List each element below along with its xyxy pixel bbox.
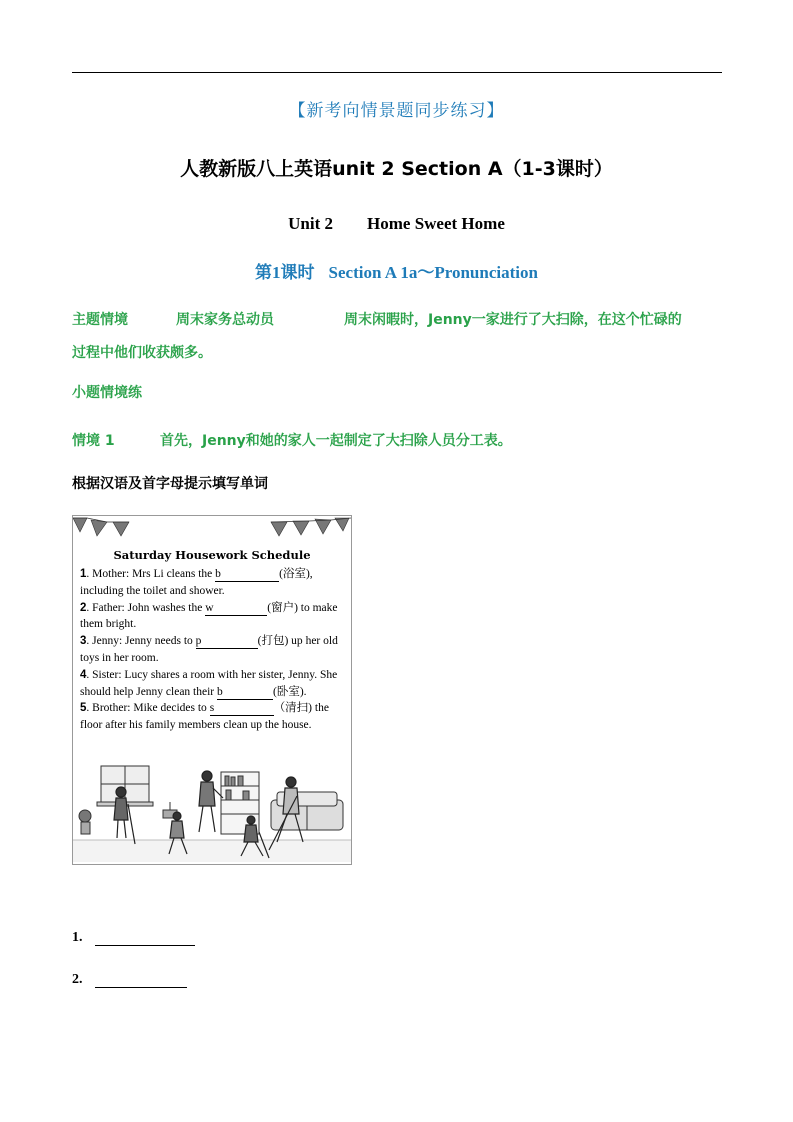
unit-number: Unit 2 xyxy=(288,214,334,233)
scene-text-line2: 过程中他们收获颇多。 xyxy=(72,345,212,361)
schedule-item-2: 2. Father: John washes the w (窗户) to make them bright. xyxy=(80,601,338,631)
scene-text-line1: 周末闲暇时，Jenny一家进行了大扫除，在这个忙碌的 xyxy=(344,312,682,328)
unit-name: Home Sweet Home xyxy=(367,214,505,233)
fill-blank-1: b xyxy=(215,568,279,582)
schedule-list xyxy=(80,566,348,734)
family-cleaning-illustration xyxy=(73,762,351,862)
scene-label: 主题情境 xyxy=(72,312,128,328)
situation-text: 首先，Jenny和她的家人一起制定了大扫除人员分工表。 xyxy=(160,433,512,449)
scene-theme: 周末家务总动员 xyxy=(176,312,274,328)
lesson-title xyxy=(0,258,793,283)
fill-blank-3: p xyxy=(196,635,258,649)
fill-blank-2: w xyxy=(205,602,267,616)
answer-2 xyxy=(72,972,187,988)
instruction: 根据汉语及首字母提示填写单词 xyxy=(72,476,268,492)
practice-heading: 小题情境练 xyxy=(72,385,142,401)
answer-label-2: 2. xyxy=(72,972,83,987)
schedule-figure xyxy=(72,515,352,865)
answer-blank-2[interactable] xyxy=(95,973,187,988)
unit-title xyxy=(0,214,793,234)
answer-blank-1[interactable] xyxy=(95,931,195,946)
lesson-number: 第1课时 xyxy=(255,263,315,282)
top-rule xyxy=(72,72,722,73)
schedule-title: Saturday Housework Schedule xyxy=(113,548,311,562)
schedule-item-5: 5. Brother: Mike decides to s （清扫) the floor after his family members clean up the house. xyxy=(80,702,329,732)
schedule-item-3: 3. Jenny: Jenny needs to p (打包) up her old toys in her room. xyxy=(80,635,338,664)
fill-blank-5: s xyxy=(210,702,274,716)
bunting-flags xyxy=(73,516,351,546)
page-title: 人教新版八上英语unit 2 Section A（1-3课时） xyxy=(180,158,613,180)
banner: 【新考向情景题同步练习】 xyxy=(288,101,505,121)
fill-blank-4: b xyxy=(217,686,273,700)
schedule-item-1: 1. Mother: Mrs Li cleans the b (浴室), including the toilet and shower. xyxy=(80,568,313,597)
answer-label-1: 1. xyxy=(72,930,83,945)
situation-label: 情境 1 xyxy=(72,433,115,449)
schedule-item-4: 4. Sister: Lucy shares a room with her sister, Jenny. She should help Jenny clean their b (卧室). xyxy=(80,668,338,698)
scene-paragraph xyxy=(72,304,724,370)
answer-1 xyxy=(72,930,195,946)
situation xyxy=(72,430,512,450)
lesson-section: Section A 1a～Pronunciation xyxy=(328,263,538,282)
